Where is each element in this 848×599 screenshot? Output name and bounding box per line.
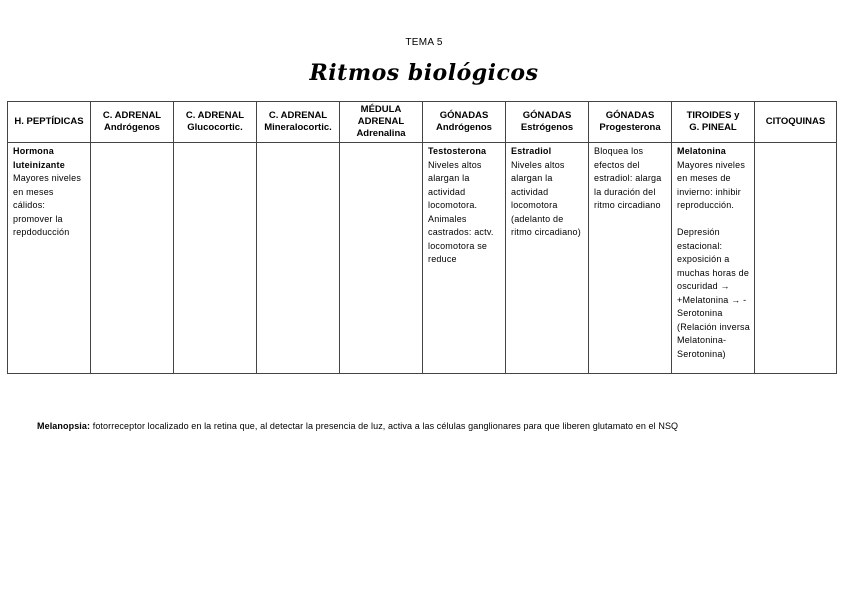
paragraph-gap bbox=[677, 213, 751, 227]
cell-adrenal-mineralocortic bbox=[257, 143, 340, 374]
table-header-row bbox=[8, 102, 837, 143]
topic-label: TEMA 5 bbox=[405, 37, 443, 48]
cell-text: Niveles altos alargan la actividad locomotora. Animales castrados: actv. locomotora se reduce bbox=[428, 159, 494, 264]
cell-text: Mayores niveles en meses cálidos: promover la repdoducción bbox=[13, 173, 82, 237]
melanopsia-note bbox=[37, 421, 678, 431]
cell-adrenal-glucocortic bbox=[174, 143, 257, 374]
note-text: fotorreceptor localizado en la retina que, al detectar la presencia de luz, activa a las células ganglionares para que liberen glutamato en el NSQ bbox=[92, 421, 679, 431]
column-header-adrenal-mineralocortic: C. ADRENAL Mineralocortic. bbox=[257, 102, 340, 143]
cell-gonadas-estrogenos bbox=[506, 143, 589, 374]
table-row bbox=[8, 143, 837, 374]
column-header-tiroides-pineal: TIROIDES y G. PINEAL bbox=[672, 102, 755, 143]
column-header-adrenal-glucocortic: C. ADRENAL Glucocortic. bbox=[174, 102, 257, 143]
note-term: Melanopsia: bbox=[37, 421, 91, 431]
cell-text-secondary: Depresión estacional: exposición a muchas horas de oscuridad → +Melatonina → -Serotonina (Relación inversa Melatonina-Serotonina) bbox=[677, 227, 750, 359]
cell-title: Hormona luteinizante bbox=[13, 146, 65, 170]
cell-gonadas-androgenos bbox=[423, 143, 506, 374]
cell-title: Estradiol bbox=[511, 146, 552, 156]
cell-title: Testosterona bbox=[428, 146, 487, 156]
column-header-gonadas-estrogenos: GÓNADAS Estrógenos bbox=[506, 102, 589, 143]
column-header-gonadas-androgenos: GÓNADAS Andrógenos bbox=[423, 102, 506, 143]
cell-text: Bloquea los efectos del estradiol: alarga la duración del ritmo circadiano bbox=[594, 146, 662, 210]
cell-citoquinas bbox=[755, 143, 837, 374]
column-header-gonadas-progesterona: GÓNADAS Progesterona bbox=[589, 102, 672, 143]
cell-title: Melatonina bbox=[677, 146, 727, 156]
cell-medula-adrenal bbox=[340, 143, 423, 374]
column-header-medula-adrenal: MÉDULA ADRENAL Adrenalina bbox=[340, 102, 423, 143]
cell-gonadas-progesterona bbox=[589, 143, 672, 374]
cell-text: Niveles altos alargan la actividad locomotora (adelanto de ritmo circadiano) bbox=[511, 159, 581, 237]
column-header-adrenal-androgenos: C. ADRENAL Andrógenos bbox=[91, 102, 174, 143]
cell-h-peptidicas bbox=[8, 143, 91, 374]
cell-adrenal-androgenos bbox=[91, 143, 174, 374]
column-header-h-peptidicas: H. PEPTÍDICAS bbox=[8, 102, 91, 143]
cell-text: Mayores niveles en meses de invierno: inhibir reproducción. bbox=[677, 159, 746, 210]
column-header-citoquinas: CITOQUINAS bbox=[755, 102, 837, 143]
cell-tiroides-pineal bbox=[672, 143, 755, 374]
hormone-rhythm-table bbox=[7, 101, 837, 374]
page-title: Ritmos biológicos bbox=[309, 60, 539, 86]
